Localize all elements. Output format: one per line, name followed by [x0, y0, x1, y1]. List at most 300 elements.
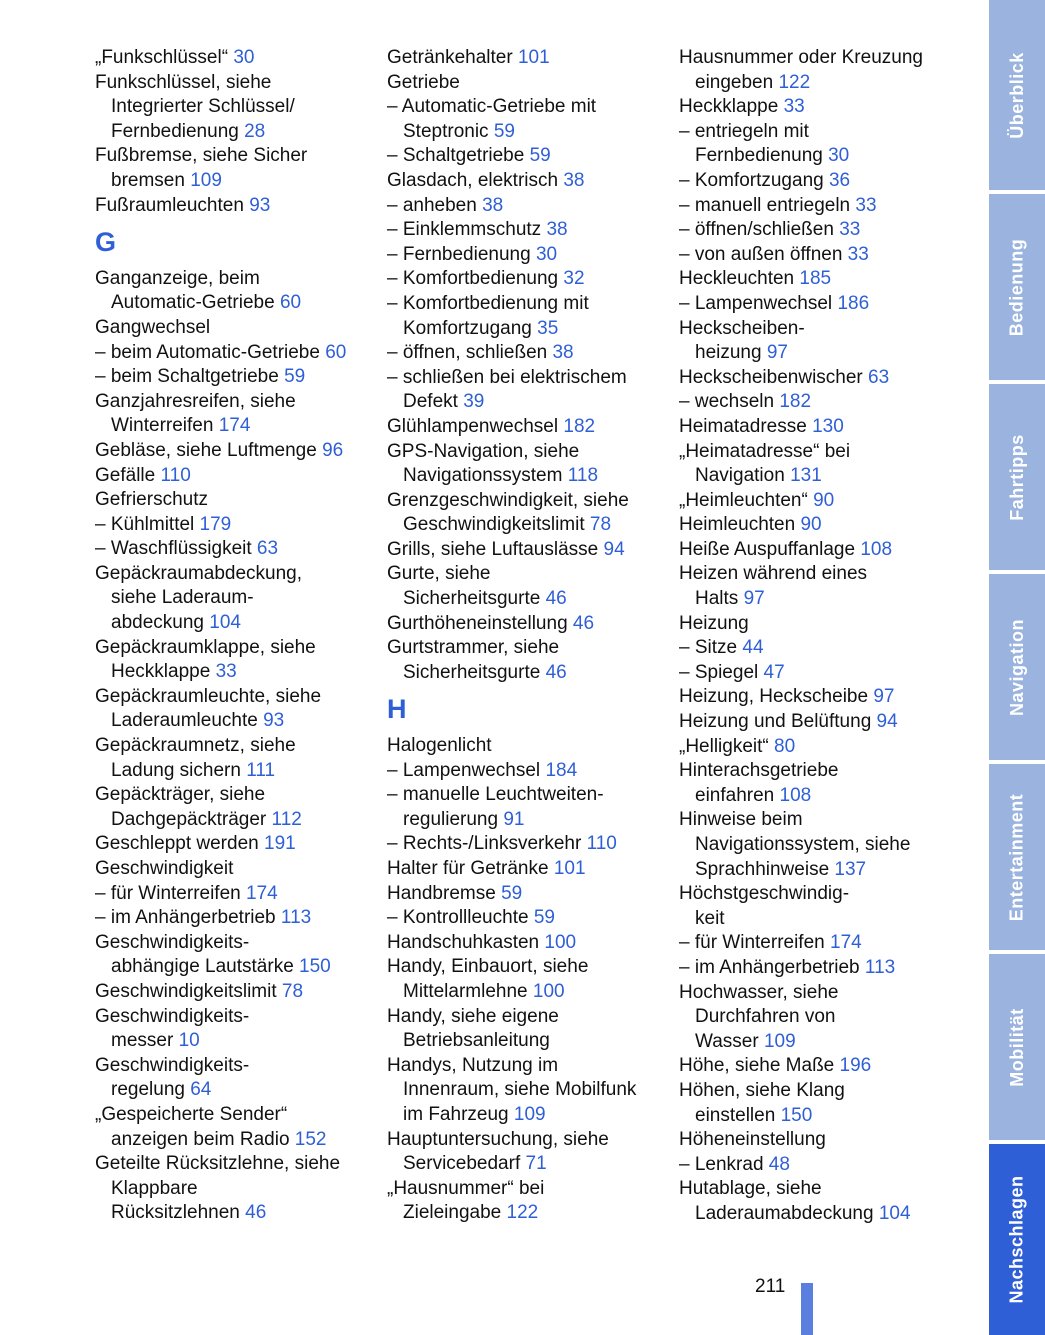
page-reference-link[interactable]: 118 [567, 465, 599, 487]
entry-text: „Gespeicherte Sender“ [95, 1103, 288, 1125]
page-reference-link[interactable]: 47 [763, 661, 785, 683]
entry-text: Getriebe [387, 71, 460, 93]
entry-text: Klappbare [111, 1177, 198, 1199]
entry-text: Sprachhinweise [695, 858, 835, 880]
chapter-tab[interactable] [989, 384, 1045, 570]
page-reference-link[interactable]: 182 [563, 415, 596, 437]
page-reference-link[interactable]: 46 [245, 1202, 267, 1224]
index-entry [679, 317, 969, 342]
entry-text: – Fernbedienung [387, 243, 536, 265]
page-reference-link[interactable]: 174 [218, 415, 251, 437]
page-reference-link[interactable]: 93 [263, 710, 285, 732]
entry-text: Mittelarmlehne [403, 980, 533, 1002]
index-entry [95, 169, 380, 194]
page-reference-link[interactable]: 101 [553, 858, 586, 879]
index-entry [387, 955, 672, 980]
entry-text: Hinterachsgetriebe [679, 760, 839, 782]
index-entry [679, 464, 969, 489]
entry-text: Navigation [695, 465, 791, 487]
page-reference-link[interactable]: 59 [493, 120, 515, 142]
page-reference-link[interactable]: 191 [264, 833, 296, 855]
index-entry [387, 980, 672, 1005]
chapter-tab[interactable] [989, 194, 1045, 380]
entry-text: Geschwindigkeitslimit [95, 980, 282, 1002]
entry-text: Wasser [695, 1030, 764, 1052]
page-reference-link[interactable]: 108 [779, 784, 812, 806]
page-reference-link[interactable]: 60 [279, 292, 302, 314]
entry-text: Funkschlüssel, siehe [95, 71, 272, 93]
entry-text: heizung [695, 342, 767, 364]
entry-text: Hausnummer oder Kreuzung [679, 47, 923, 68]
entry-text: – manuell entriegeln [679, 194, 856, 216]
entry-text: Rücksitzlehnen [111, 1202, 246, 1224]
index-entry [95, 71, 380, 96]
index-entry [387, 1054, 672, 1079]
entry-text: Servicebedarf [403, 1153, 526, 1175]
page-reference-link[interactable]: 78 [281, 980, 304, 1002]
entry-text: „Hausnummer“ bei [387, 1177, 545, 1199]
page-reference-link[interactable]: 46 [545, 588, 567, 610]
page-reference-link[interactable]: 59 [501, 882, 523, 904]
page-reference-link[interactable]: 60 [325, 341, 347, 363]
page-reference-link[interactable]: 104 [878, 1202, 911, 1224]
page-reference-link[interactable]: 196 [839, 1055, 872, 1077]
entry-text: – Lenkrad [679, 1153, 769, 1175]
entry-text: Laderaumabdeckung [695, 1202, 879, 1224]
index-entry [387, 243, 672, 268]
entry-text: Navigationssystem, siehe [695, 834, 911, 855]
page-reference-link[interactable]: 59 [533, 907, 555, 929]
entry-text: Höchstgeschwindig- [679, 883, 850, 905]
chapter-tab-label: Nachschlagen [1006, 1175, 1027, 1304]
index-entry [679, 907, 969, 932]
index-entry [387, 292, 672, 317]
page-reference-link[interactable]: 97 [766, 342, 788, 364]
entry-text: Innenraum, siehe Mobilfunk [403, 1079, 637, 1101]
page-reference-link[interactable]: 78 [589, 514, 612, 536]
index-entry [387, 317, 672, 342]
entry-text: – Lampenwechsel [387, 759, 546, 781]
entry-text: Heckklappe [111, 661, 216, 683]
entry-text: Gurte, siehe [387, 563, 491, 585]
index-entry [95, 513, 380, 538]
entry-text: Winterreifen [111, 415, 219, 437]
index-entry [679, 218, 969, 243]
page-reference-link[interactable]: 150 [299, 956, 331, 978]
page-reference-link[interactable]: 28 [244, 120, 266, 142]
chapter-tab-label: Entertainment [1006, 793, 1027, 921]
page-reference-link[interactable]: 63 [256, 538, 279, 560]
entry-text: keit [695, 907, 725, 929]
page-reference-link[interactable]: 108 [860, 538, 893, 560]
page-reference-link[interactable]: 38 [563, 169, 585, 191]
index-entry [679, 981, 969, 1006]
entry-text: Heimleuchten [679, 514, 801, 536]
entry-text: Gepäckträger, siehe [95, 784, 266, 806]
entry-text: Gefälle [95, 464, 161, 486]
index-entry [387, 759, 672, 784]
index-entry [387, 612, 672, 637]
index-entry [679, 513, 969, 538]
entry-text: Höheneinstellung [679, 1129, 826, 1151]
page-reference-link[interactable]: 91 [503, 808, 525, 830]
entry-text: Höhe, siehe Maße [679, 1055, 840, 1077]
entry-text: Halogenlicht [387, 735, 492, 757]
index-entry [95, 414, 380, 439]
index-entry [95, 46, 380, 71]
index-entry [679, 144, 969, 169]
index-entry [95, 316, 380, 341]
index-entry [95, 95, 380, 120]
index-entry [387, 783, 672, 808]
chapter-tab[interactable] [989, 1144, 1045, 1335]
entry-text: – für Winterreifen [679, 932, 830, 954]
index-entry [679, 169, 969, 194]
entry-text: Ladung sichern [111, 759, 247, 781]
entry-text: – schließen bei elektrischem [387, 366, 627, 388]
entry-text: Navigationssystem [403, 465, 568, 487]
index-entry [679, 759, 969, 784]
index-entry [679, 562, 969, 587]
entry-text: Geteilte Rücksitzlehne, siehe [95, 1153, 341, 1175]
index-entry [387, 906, 672, 931]
entry-text: – Automatic-Getriebe mit [387, 96, 597, 118]
index-entry [387, 1177, 672, 1202]
page-reference-link[interactable]: 174 [246, 882, 278, 904]
entry-text: – beim Automatic-Getriebe [95, 341, 326, 363]
entry-text: Sicherheitsgurte [403, 661, 546, 683]
index-entry [95, 931, 380, 956]
page-reference-link[interactable]: 131 [790, 465, 822, 487]
index-entry [387, 538, 672, 563]
page-reference-link[interactable]: 33 [839, 219, 861, 241]
entry-text: Heizung [679, 612, 749, 634]
entry-text: Gepäckraumnetz, siehe [95, 735, 296, 757]
page-number: 211 [755, 1276, 786, 1297]
index-entry [679, 612, 969, 637]
page-reference-link[interactable]: 33 [215, 661, 237, 683]
page-reference-link[interactable]: 38 [546, 219, 568, 241]
entry-text: Hinweise beim [679, 809, 803, 831]
index-entry [387, 489, 672, 514]
index-entry [95, 906, 380, 931]
entry-text: Komfortzugang [403, 317, 538, 339]
entry-text: Höhen, siehe Klang [679, 1079, 845, 1101]
chapter-tab[interactable] [989, 764, 1045, 950]
entry-text: Gebläse, siehe Luftmenge [95, 439, 323, 461]
entry-text: „Heimleuchten“ [679, 489, 814, 511]
index-entry [387, 562, 672, 587]
index-entry [679, 858, 969, 883]
index-entry [95, 636, 380, 661]
page-reference-link[interactable]: 109 [763, 1030, 796, 1052]
page-reference-link[interactable]: 44 [742, 637, 764, 659]
index-entry [679, 71, 969, 96]
index-entry [95, 144, 380, 169]
index-entry [387, 931, 672, 956]
page-reference-link[interactable]: 110 [160, 464, 191, 486]
page-reference-link[interactable]: 94 [603, 538, 625, 560]
page-reference-link[interactable]: 46 [545, 661, 567, 683]
entry-text: – Spiegel [679, 661, 764, 683]
page-reference-link[interactable]: 101 [517, 47, 550, 68]
index-entry [679, 1202, 969, 1227]
index-entry [679, 1030, 969, 1055]
page-reference-link[interactable]: 122 [778, 71, 811, 93]
page-reference-link[interactable]: 110 [586, 833, 617, 855]
index-entry [387, 71, 672, 96]
index-entry [387, 1103, 672, 1128]
index-entry [95, 1177, 380, 1202]
index-entry [387, 636, 672, 661]
index-entry [95, 291, 380, 316]
index-entry [95, 390, 380, 415]
index-entry [95, 586, 380, 611]
index-entry [387, 169, 672, 194]
entry-text: – Kontrollleuchte [387, 907, 534, 929]
entry-text: Hutablage, siehe [679, 1178, 822, 1200]
page-reference-link[interactable]: 182 [779, 391, 812, 413]
entry-text: Getränkehalter [387, 47, 518, 68]
entry-text: – im Anhängerbetrieb [95, 907, 281, 929]
page-reference-link[interactable]: 36 [828, 169, 851, 191]
chapter-tab[interactable] [989, 954, 1045, 1140]
index-column-1 [95, 46, 380, 1226]
index-entry [387, 95, 672, 120]
page-reference-link[interactable]: 152 [294, 1128, 327, 1150]
page-reference-link[interactable]: 111 [246, 759, 276, 781]
index-entry [679, 882, 969, 907]
page-reference-link[interactable]: 90 [800, 514, 822, 536]
index-entry [387, 513, 672, 538]
chapter-tab-label: Bedienung [1006, 238, 1027, 336]
entry-text: Geschwindigkeit [95, 858, 234, 879]
index-entry [679, 685, 969, 710]
page-reference-link[interactable]: 104 [209, 612, 241, 634]
index-entry [387, 857, 672, 882]
page-reference-link[interactable]: 10 [178, 1030, 200, 1052]
index-entry [679, 120, 969, 145]
index-entry [387, 832, 672, 857]
entry-text: – beim Schaltgetriebe [95, 366, 285, 388]
index-entry [679, 833, 969, 858]
page-reference-link[interactable]: 39 [463, 391, 485, 413]
entry-text: Geschleppt werden [95, 833, 264, 855]
index-entry [95, 1029, 380, 1054]
page-reference-link[interactable]: 109 [513, 1103, 546, 1125]
page-reference-link[interactable]: 48 [768, 1153, 790, 1175]
index-entry [387, 882, 672, 907]
entry-text: Defekt [403, 391, 464, 413]
page-reference-link[interactable]: 112 [271, 808, 302, 830]
index-entry [679, 1104, 969, 1129]
index-letter-heading [387, 685, 672, 734]
index-entry [387, 734, 672, 759]
entry-text: Heizung, Heckscheibe [679, 686, 874, 708]
index-entry [95, 980, 380, 1005]
page-reference-link[interactable]: 90 [813, 489, 835, 511]
index-entry [95, 1152, 380, 1177]
index-entry [679, 1128, 969, 1153]
entry-text: Heizung und Belüftung [679, 711, 877, 733]
entry-text: Handy, Einbauort, siehe [387, 956, 589, 978]
index-entry [95, 808, 380, 833]
index-entry [95, 660, 380, 685]
page-reference-link[interactable]: 32 [563, 268, 585, 290]
page-reference-link[interactable]: 33 [847, 243, 869, 265]
index-entry [387, 1128, 672, 1153]
page-reference-link[interactable]: 130 [812, 415, 844, 437]
index-entry [679, 1054, 969, 1079]
index-letter-heading [95, 218, 380, 267]
entry-text: – öffnen/schließen [679, 219, 840, 241]
entry-text: – Komfortbedienung [387, 268, 564, 290]
index-entry [387, 808, 672, 833]
page-reference-link[interactable]: 63 [868, 366, 890, 388]
page-reference-link[interactable]: 38 [552, 342, 574, 364]
page-reference-link[interactable]: 33 [783, 96, 805, 118]
index-entry [387, 46, 672, 71]
index-entry [679, 1153, 969, 1178]
index-entry [679, 415, 969, 440]
page-reference-link[interactable]: 97 [743, 588, 765, 610]
index-entry [95, 439, 380, 464]
entry-text: Glasdach, elektrisch [387, 169, 564, 191]
index-entry [95, 685, 380, 710]
index-entry [387, 366, 672, 391]
entry-text: – Lampenwechsel [679, 292, 838, 314]
entry-text: „Funkschlüssel“ [95, 47, 234, 68]
entry-text: abdeckung [111, 612, 210, 634]
entry-text: eingeben [695, 71, 779, 93]
index-entry [95, 120, 380, 145]
index-entry [679, 1177, 969, 1202]
page-reference-link[interactable]: 71 [525, 1153, 547, 1175]
index-entry [387, 1152, 672, 1177]
index-entry [387, 464, 672, 489]
entry-text: Geschwindigkeitslimit [403, 514, 590, 536]
index-entry [387, 1005, 672, 1030]
entry-text: – öffnen, schließen [387, 342, 553, 364]
page-reference-link[interactable]: 122 [506, 1202, 539, 1224]
entry-text: Fernbedienung [111, 120, 245, 142]
page-reference-link[interactable]: 33 [855, 194, 877, 216]
page-reference-link[interactable]: 96 [322, 439, 344, 461]
entry-text: Hauptuntersuchung, siehe [387, 1128, 609, 1150]
page-reference-link[interactable]: 179 [199, 513, 232, 535]
page-reference-link[interactable]: 93 [249, 194, 271, 216]
page-reference-link[interactable]: 64 [190, 1079, 212, 1101]
page-reference-link[interactable]: 38 [482, 194, 504, 216]
entry-text: Gurtstrammer, siehe [387, 637, 560, 659]
index-column-3 [679, 46, 969, 1227]
page-reference-link[interactable]: 174 [830, 932, 862, 954]
entry-text: Geschwindigkeits- [95, 1054, 250, 1076]
entry-text: – Einklemmschutz [387, 219, 547, 241]
page-reference-link[interactable]: 100 [544, 931, 577, 953]
page-reference-link[interactable]: 59 [529, 145, 551, 167]
page-reference-link[interactable]: 186 [837, 292, 870, 314]
page-reference-link[interactable]: 100 [532, 980, 565, 1002]
index-entry [95, 759, 380, 784]
page-reference-link[interactable]: 113 [864, 956, 896, 978]
page-reference-link[interactable]: 184 [545, 759, 578, 781]
entry-text: Gepäckraumleuchte, siehe [95, 685, 322, 707]
index-entry [679, 538, 969, 563]
page-reference-link[interactable]: 94 [876, 711, 898, 733]
index-entry [679, 440, 969, 465]
index-entry [95, 1078, 380, 1103]
index-entry [387, 144, 672, 169]
page-reference-link[interactable]: 185 [799, 268, 832, 290]
page-reference-link[interactable]: 137 [834, 858, 867, 880]
entry-text: Gepäckraumklappe, siehe [95, 636, 316, 658]
index-entry [679, 808, 969, 833]
heading-letter: G [95, 227, 117, 258]
entry-text: – Waschflüssigkeit [95, 538, 257, 560]
entry-text: Heckklappe [679, 96, 784, 118]
page-reference-link[interactable]: 150 [780, 1104, 813, 1126]
entry-text: GPS-Navigation, siehe [387, 440, 580, 462]
page-reference-link[interactable]: 30 [233, 47, 255, 68]
chapter-tab[interactable] [989, 0, 1045, 190]
entry-text: Dachgepäckträger [111, 808, 272, 830]
index-entry [679, 46, 969, 71]
entry-text: – wechseln [679, 391, 780, 413]
index-entry [679, 636, 969, 661]
index-entry [95, 955, 380, 980]
entry-text: Geschwindigkeits- [95, 931, 250, 953]
index-entry [679, 341, 969, 366]
page-reference-link[interactable]: 35 [537, 317, 559, 339]
page-reference-link[interactable]: 30 [828, 145, 850, 167]
page-reference-link[interactable]: 46 [572, 612, 595, 634]
index-entry [387, 120, 672, 145]
chapter-tab-label: Überblick [1006, 51, 1027, 139]
index-entry [95, 537, 380, 562]
index-entry [95, 267, 380, 292]
entry-text: – für Winterreifen [95, 882, 246, 904]
page-reference-link[interactable]: 80 [774, 735, 796, 757]
index-entry [95, 611, 380, 636]
chapter-tab-label: Fahrtipps [1006, 433, 1027, 521]
index-entry [387, 341, 672, 366]
index-entry [95, 1054, 380, 1079]
index-entry [95, 734, 380, 759]
page-reference-link[interactable]: 97 [873, 686, 895, 708]
entry-text: Betriebsanleitung [403, 1030, 550, 1052]
index-entry [679, 366, 969, 391]
page-reference-link[interactable]: 109 [190, 169, 222, 191]
entry-text: Hochwasser, siehe [679, 981, 839, 1003]
entry-text: Durchfahren von [695, 1006, 836, 1028]
heading-letter: H [387, 694, 407, 725]
index-entry [95, 1201, 380, 1226]
chapter-tab[interactable] [989, 574, 1045, 760]
index-entry [95, 709, 380, 734]
index-entry [679, 243, 969, 268]
index-entry [679, 735, 969, 760]
index-entry [95, 341, 380, 366]
entry-text: Handy, siehe eigene [387, 1005, 559, 1027]
page-reference-link[interactable]: 59 [284, 366, 306, 388]
entry-text: Automatic-Getriebe [111, 292, 280, 314]
entry-text: – Sitze [679, 637, 743, 659]
page-reference-link[interactable]: 113 [280, 907, 312, 929]
chapter-tab-bar [989, 0, 1045, 1335]
page-reference-link[interactable]: 30 [535, 243, 558, 265]
chapter-tab-label: Mobilität [1006, 1007, 1027, 1087]
